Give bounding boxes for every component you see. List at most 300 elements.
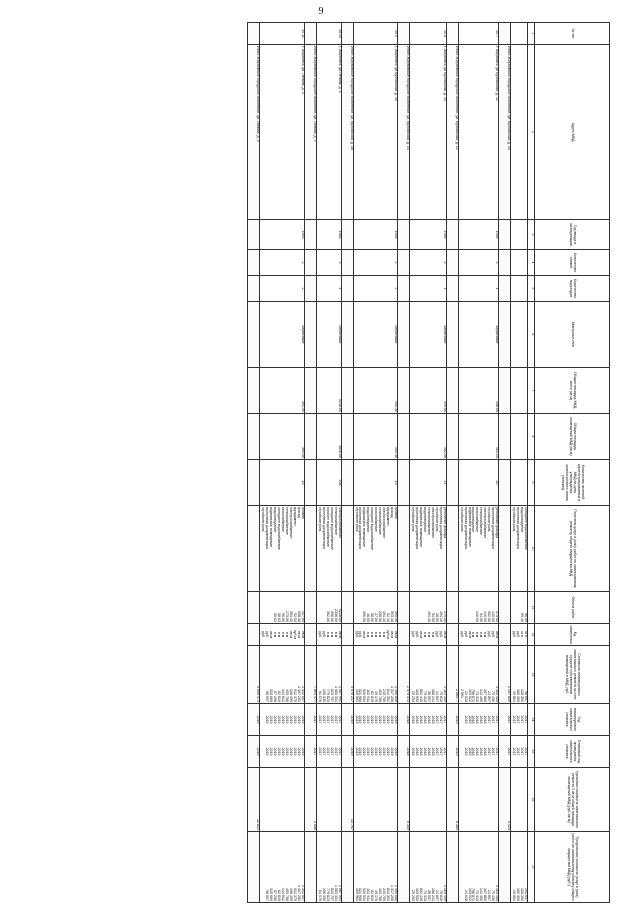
year-built-cell: 1956 [458,220,499,250]
specific-cost-cell [260,768,304,832]
empty-cell [499,832,511,903]
plan-year-cell [260,736,304,768]
plan-year-value: 2017 [520,747,525,756]
unit-value: куб.м [386,630,391,639]
year-value: 2019 [378,715,383,724]
specific-cost-cell [511,768,528,832]
cost-value: 188 241 [430,689,435,702]
empty-cell [446,276,458,302]
empty-cell [398,220,410,250]
total-area-cell: 5218,00 [316,368,341,414]
volume-value: 440,00 [483,611,488,622]
max-cost-value: 453 788 [285,888,290,901]
works-cell [260,506,304,592]
wall-material-cell: кирпичные [353,302,397,368]
total-plan-year-cell: 2019 [341,736,353,768]
plan-year-value: 2019 [362,747,367,756]
plan-year-value: 2018 [479,747,484,756]
work-item: электроснабжение [483,507,488,539]
plan-year-value: 2018 [430,747,435,756]
max-cost-value: 156 335 [321,888,326,901]
year-value: 2017 [495,715,500,724]
empty-cell [341,250,353,276]
plan-year-value: 2018 [411,747,416,756]
unit-value: руб. [463,631,468,638]
unit-value: руб. [317,631,322,638]
total-address-cell: Итого Жирновское городское поселение, ул. Ленина, д. 4 [304,45,316,220]
cost-value: 102 911 [366,689,371,702]
column-header: Плановый год проведения капитального ремонта [535,736,610,768]
unit-value: п.м [370,631,375,638]
total-address-cell: Итого Жирновское городское поселение, ул. Кузбасская, д. 12 [446,45,458,220]
cost-value: 1 317 208 [390,686,395,702]
year-value: 2019 [467,715,472,724]
total-address-cell: Итого Жирновское городское поселение, ул. Кузбасская, д. 10 [499,45,511,220]
unit-cell [410,624,447,646]
unit-value: руб. [414,631,419,638]
unit-value: руб. [487,631,492,638]
cost-value: 109 961 [354,689,359,702]
work-item: подвальное помещение [362,507,367,548]
specific-cost-cell: 13 767 [341,768,353,832]
total-year-cell: 2019 [446,704,458,736]
max-cost-value: 196 459 [289,888,294,901]
work-item: электроснабжение [337,507,342,539]
year-built-cell: 1956 [410,220,447,250]
empty-cell [446,368,458,414]
plan-year-value: 2019 [394,747,399,756]
empty-cell [398,506,410,592]
total-address-cell: Итого Жирновское городское поселение, ул. Ленина, д. 5 [248,45,260,220]
row-number-cell: 15.10 [316,23,341,45]
max-cost-value: 98 597 [265,890,270,901]
total-plan-year-cell: 2017 [499,736,511,768]
year-value: 2018 [430,715,435,724]
work-item: электроснабжение [430,507,435,539]
year-value: 2018 [479,715,484,724]
plan-year-value: 2019 [374,747,379,756]
work-item: кровля [394,507,399,519]
volume-value: 375,00 [442,611,447,622]
plan-year-value: 2019 [370,747,375,756]
unit-value: п.м [422,631,427,638]
cost-value: 814 352 [386,689,391,702]
column-header: Количество жителей, зарегистрированных в МКД на дату утверждения краткосрочного плана (человек) [535,460,610,506]
total-area-cell: 494,30 [353,368,397,414]
plan-year-value: 2017 [487,747,492,756]
entrances-cell: 1 [410,276,447,302]
volume-cell [458,592,499,624]
volume-value: 38,03 [277,613,282,622]
year-value: 2017 [434,715,439,724]
specific-cost-cell: 5 424 [499,768,511,832]
row-number-cell [446,23,458,45]
empty-cell [499,624,511,646]
work-item: холодное водоснабжение [370,507,375,550]
cost-value: 24 897 [487,691,492,702]
cost-value: 103 022 [467,689,472,702]
column-number: 12 [528,624,535,646]
entrances-cell [511,276,528,302]
unit-value: руб. [434,631,439,638]
empty-cell [341,832,353,903]
max-cost-value: 1 163 409 [495,885,500,901]
total-cost-cell: 2 561 ... [446,646,458,704]
column-header: Предельная стоимость услуг и (или) работ по капитальному ремонту общего имущества МКД (руб.) [535,832,610,903]
work-item: проектная документация [414,507,419,549]
max-cost-value: 75 840 [438,890,443,901]
works-cell [410,506,447,592]
unit-value: м.п. [524,631,528,638]
total-address-cell: Итого Жирновское городское поселение, ул. Кузбасская, д. 16 [341,45,353,220]
column-header: Ед. измерения [535,624,610,646]
empty-cell [499,414,511,460]
premises-area-cell: 380,00 [260,414,304,460]
column-number: 5 [528,276,535,302]
plan-year-value: 2018 [418,747,423,756]
total-year-cell: 2019 [248,704,260,736]
cost-value: 1 407 281 [296,686,301,702]
total-plan-year-cell: 2017 [304,736,316,768]
volume-value: 494,10 [382,611,387,622]
unit-value: кв.м [296,631,301,638]
year-value: 2019 [366,715,371,724]
work-item: фасад [296,507,301,518]
empty-cell [341,220,353,250]
cost-value: 156 335 [321,689,326,702]
unit-value: п.м [471,631,476,638]
empty-cell [446,624,458,646]
work-item: теплоснабжение [285,507,290,535]
unit-value: п.м [281,631,286,638]
cost-value: 912 375 [292,689,297,702]
unit-value: п.м [374,631,379,638]
plan-year-cell [511,736,528,768]
year-value: 2017 [491,715,496,724]
total-row [446,23,458,903]
plan-year-value: 2017 [329,747,334,756]
work-item: холодное водоснабжение [277,507,282,550]
empty-cell [341,276,353,302]
cost-value: 2 561 ... [459,689,464,702]
plan-year-value: 2019 [467,747,472,756]
cost-cell [260,646,304,704]
work-item: утепление фасада [495,507,500,539]
cost-value: 82 819 [370,691,375,702]
max-cost-value: 1 987 994 [337,885,342,901]
plan-year-value: 2017 [442,747,447,756]
volume-value: 38,00 [370,613,375,622]
column-header: Общая площадь МКД, всего (кв.м) [535,368,610,414]
page-number: 9 [318,6,324,17]
max-cost-value: 61 076 [317,890,322,901]
volume-value: 398,00 [329,611,334,622]
empty-cell [446,832,458,903]
address-cell: г. Жирновск, ул Кузбасская, д. 12 [458,45,499,220]
unit-value: кв.м [300,631,305,638]
empty-cell [304,220,316,250]
empty-cell [499,506,511,592]
max-cost-value: 25 253 [411,890,416,901]
max-cost-cell [353,832,397,903]
cost-value: 25 253 [411,691,416,702]
work-item: стройконтроль [411,507,416,532]
cost-value: 49 804 [512,691,517,702]
works-cell [511,506,528,592]
year-value: 2019 [289,715,294,724]
year-value: 2018 [426,715,431,724]
year-value: 2019 [269,715,274,724]
column-header: Общая площадь помещений МКД (кв.м) [535,414,610,460]
volume-value: 440,00 [475,611,480,622]
work-item: водоотведение [520,507,525,533]
year-value: 2017 [516,715,521,724]
premises-area-cell: 3816,00 [316,414,341,460]
cost-value: 82 819 [277,691,282,702]
work-item: водоотведение [273,507,278,533]
cost-value: 920 534 [362,689,367,702]
works-cell [316,506,341,592]
unit-value: кв.м [289,631,294,638]
empty-cell [499,302,511,368]
empty-cell [398,302,410,368]
table-row [316,23,341,903]
total-area-cell: 391,40 [260,368,304,414]
cost-value: 779 823 [325,689,330,702]
unit-value: п.м [273,631,278,638]
max-cost-value: 321 908 [358,888,363,901]
max-cost-value: 75 430 [491,890,496,901]
max-cost-cell [410,832,447,903]
total-plan-year-cell: 2018 [398,736,410,768]
plan-year-cell [458,736,499,768]
empty-cell [341,592,353,624]
volume-value: 27,50 [374,613,379,622]
empty-cell [446,250,458,276]
cost-value: 61 076 [317,691,322,702]
year-cell [511,704,528,736]
column-number: 9 [528,460,535,506]
column-number: 13 [528,646,535,704]
wall-material-cell: кирпичные [458,302,499,368]
plan-year-value: 2017 [333,747,338,756]
empty-cell [304,460,316,506]
header-row [535,23,610,903]
cost-value: 128 350 [520,689,525,702]
max-cost-value: 920 534 [362,888,367,901]
total-plan-year-cell: 2019 [248,736,260,768]
empty-cell [248,276,260,302]
column-header: Количество этажей [535,250,610,276]
max-cost-cell [316,832,341,903]
volume-value: 28,00 [434,613,439,622]
rotated-table-wrapper [110,22,610,902]
specific-cost-cell: 6 384 [446,768,458,832]
empty-cell [341,414,353,460]
year-value: 2019 [382,715,387,724]
year-value: 2017 [337,715,342,724]
row-number-cell [341,23,353,45]
work-item: подвальное помещение [467,507,472,548]
max-cost-value: 102 911 [366,888,371,901]
empty-cell [248,832,260,903]
unit-value: руб. [411,631,416,638]
specific-cost-cell [316,768,341,832]
cost-value: 73 313 [475,691,480,702]
unit-value: руб. [261,631,266,638]
cost-value: 21 028 [463,691,468,702]
column-number: 2 [528,45,535,220]
max-cost-value: 1 583 331 [333,885,338,901]
cost-value: 141 405 [479,689,484,702]
column-number: 8 [528,414,535,460]
empty-cell [248,460,260,506]
max-cost-value: 315 689 [269,888,274,901]
row-number-cell: 15.7 [458,23,499,45]
work-item: водоотведение [422,507,427,533]
year-value: 2017 [487,715,492,724]
row-number-cell [304,23,316,45]
plan-year-value: 2017 [516,747,521,756]
empty-cell [304,832,316,903]
column-number: 16 [528,768,535,832]
cost-value: 144 612 [281,689,286,702]
unit-value: п.м [382,631,387,638]
entrances-cell: 1 [458,276,499,302]
plan-year-value: 2017 [337,747,342,756]
max-cost-value: 103 022 [467,888,472,901]
unit-value: руб. [321,631,326,638]
volume-cell [511,592,528,624]
column-number: 6 [528,302,535,368]
year-value: 2019 [277,715,282,724]
year-built-cell [511,220,528,250]
cost-cell [353,646,397,704]
cost-value: 75 840 [438,691,443,702]
empty-cell [446,460,458,506]
empty-cell [398,460,410,506]
max-cost-value: 1 407 281 [296,885,301,901]
year-value: 2019 [281,715,286,724]
empty-cell [248,624,260,646]
column-header: Материал стен [535,302,610,368]
row-number-cell [398,23,410,45]
plan-year-value: 2019 [269,747,274,756]
total-year-cell: 2017 [304,704,316,736]
year-value: 2018 [471,715,476,724]
volume-value: 98,90 [524,613,528,622]
empty-cell [398,250,410,276]
unit-value: кв.м [362,631,367,638]
unit-cell [260,624,304,646]
total-year-cell: 2018 [398,704,410,736]
empty-cell [446,592,458,624]
plan-year-value: 2018 [414,747,419,756]
volume-cell [260,592,304,624]
column-number: 10 [528,506,535,592]
max-cost-value: 21 028 [463,890,468,901]
row-number-cell: 15.9 [353,23,397,45]
cost-value: 49 170 [374,691,379,702]
unit-value: п.м [430,631,435,638]
total-area-cell: 499,00 [410,368,447,414]
volume-value: 395,50 [394,611,399,622]
column-header: Объем работ [535,592,610,624]
empty-cell [398,592,410,624]
total-row [304,23,316,903]
year-value: 2017 [512,715,517,724]
address-cell: г. Жирновск, ул Кузбасская, д. 16 [353,45,397,220]
max-cost-value: 82 819 [370,890,375,901]
work-item: подвальное помещение [418,507,423,548]
empty-cell [304,624,316,646]
year-value: 2018 [411,715,416,724]
work-item: горячее водоснабжение [325,507,330,548]
cost-cell [511,646,528,704]
work-item: подвальное помещение [269,507,274,548]
wall-material-cell: кирпичные [260,302,304,368]
volume-value: 34,50 [430,613,435,622]
unit-value: кв.м [337,631,342,638]
cost-value: 1 987 994 [337,686,342,702]
unit-value: п.м [479,631,484,638]
max-cost-value: 24 897 [434,890,439,901]
total-plan-year-cell: 2019 [446,736,458,768]
work-item: водоотведение [366,507,371,533]
work-item: стройконтроль [459,507,464,532]
year-cell [260,704,304,736]
empty-cell [446,506,458,592]
empty-cell [341,368,353,414]
plan-year-value: 2019 [354,747,359,756]
year-value: 2019 [374,715,379,724]
volume-value: 52,10 [386,613,391,622]
max-cost-value: 796 872 [471,888,476,901]
plan-year-value: 2019 [390,747,395,756]
unit-value: п.м [366,631,371,638]
row-number-cell [248,23,260,45]
premises-area-cell: 402,50 [410,414,447,460]
work-item: газоснабжение [281,507,286,532]
volume-value: 391,40 [289,611,294,622]
column-number: 1 [528,23,535,45]
empty-cell [248,302,260,368]
unit-value: п.м [378,631,383,638]
max-cost-value: 167 860 [483,888,488,901]
capital-repair-table [247,22,610,903]
column-number: 3 [528,220,535,250]
max-cost-value: 49 804 [512,890,517,901]
unit-value: п.м [285,631,290,638]
residents-cell [511,460,528,506]
floors-cell: 5 [316,250,341,276]
floors-cell: 2 [458,250,499,276]
max-cost-value: 1 317 208 [390,885,395,901]
empty-cell [446,414,458,460]
volume-value: 90,00 [281,613,286,622]
column-header: № п/п [535,23,610,45]
unit-value: п.м [483,631,488,638]
year-value: 2017 [438,715,443,724]
specific-cost-cell [410,768,447,832]
works-cell [353,506,397,592]
plan-year-value: 2019 [281,747,286,756]
cost-value: 1 163 409 [495,686,500,702]
year-value: 2019 [463,715,468,724]
max-cost-value: 1 163 409 [442,885,447,901]
year-value: 2019 [296,715,301,724]
works-cell [458,506,499,592]
